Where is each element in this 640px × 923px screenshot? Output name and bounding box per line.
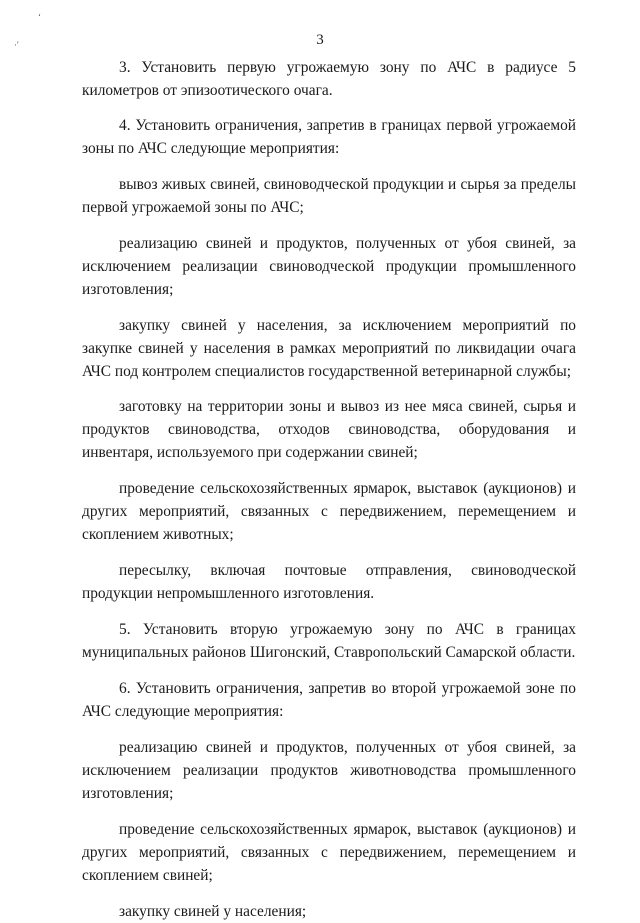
paragraph-zone2-purchase-ban: закупку свиней у населения; (119, 903, 307, 920)
paragraph-item-3: 3. Установить первую угрожаемую зону по АЧС в радиусе 5 километров от эпизоотического очага. (82, 59, 576, 99)
document-body (82, 56, 576, 923)
paragraph-sale-ban: реализацию свиней и продуктов, полученных от убоя свиней, за исключением реализации свиноводческой продукции промышленного изготовления; (82, 235, 576, 298)
paragraph-item-6: 6. Установить ограничения, запретив во второй угрожаемой зоне по АЧС следующие мероприятия: (82, 680, 576, 720)
paragraph-mail-ban: пересылку, включая почтовые отправления, свиноводческой продукции непромышленного изготовления. (82, 562, 576, 602)
paragraph-zone2-sale-ban: реализацию свиней и продуктов, полученных от убоя свиней, за исключением реализации продуктов животноводства промышленного изготовления; (82, 739, 576, 802)
paragraph-item-4: 4. Установить ограничения, запретив в границах первой угрожаемой зоны по АЧС следующие мероприятия: (82, 117, 576, 157)
scan-artifact-mark: ʻ (38, 12, 41, 22)
scan-artifact-mark: ·' (14, 40, 19, 50)
paragraph-fairs-ban: проведение сельскохозяйственных ярмарок, выставок (аукционов) и других мероприятий, связанных с передвижением, перемещением и скоплением животных; (82, 480, 576, 543)
paragraph-harvest-ban: заготовку на территории зоны и вывоз из нее мяса свиней, сырья и продуктов свиноводства, отходов свиноводства, оборудования и инвентаря, используемого при содержании свиней; (82, 398, 576, 461)
paragraph-item-5: 5. Установить вторую угрожаемую зону по АЧС в границах муниципальных районов Шигонский, Ставропольский Самарской области. (82, 621, 576, 661)
paragraph-export-ban: вывоз живых свиней, свиноводческой продукции и сырья за пределы первой угрожаемой зоны по АЧС; (82, 176, 576, 216)
page-number: 3 (316, 32, 324, 48)
paragraph-zone2-fairs-ban: проведение сельскохозяйственных ярмарок, выставок (аукционов) и других мероприятий, связанных с передвижением, перемещением и скоплением свиней; (82, 821, 576, 884)
paragraph-purchase-ban: закупку свиней у населения, за исключением мероприятий по закупке свиней у населения в рамках мероприятий по ликвидации очага АЧС под контролем специалистов государственной ветеринарной службы; (82, 317, 576, 380)
